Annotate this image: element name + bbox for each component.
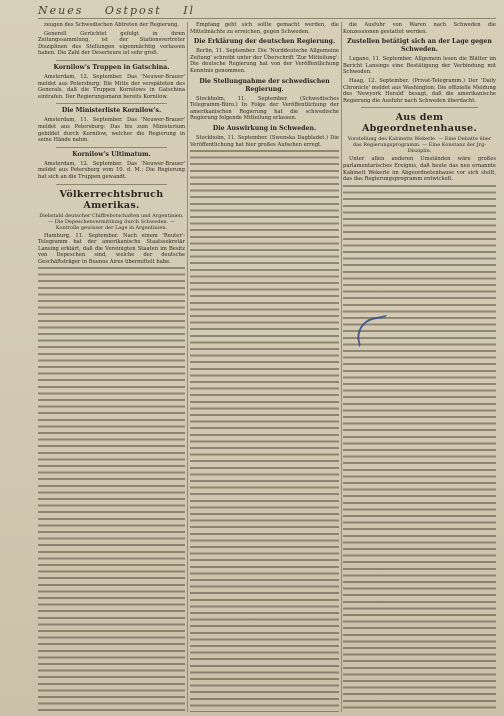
column-2 (190, 22, 339, 712)
article-paragraph: die Ausfuhr von Waren nach Schweden die Konzessionen gestattet werden. (343, 22, 496, 35)
column-rule (187, 22, 188, 712)
article-paragraph: Stockholm, 11. September. (Schwedisches Telegramm-Büro.) In Folge der Veröffentlichung der amerikanischen Regierung hat die schwedische Regierung folgende Mitteilung erlassen. (190, 95, 339, 122)
article-headline: Aus dem Abgeordnetenhause. (361, 112, 478, 135)
divider (56, 60, 167, 61)
article-headline: Die Auswirkung in Schweden. (212, 124, 317, 132)
column-1 (38, 22, 185, 712)
article-headline: Kornilow's Truppen in Gatschina. (53, 63, 170, 71)
article-headline: Kornilow's Ultimatum. (72, 150, 151, 158)
article-paragraph: Amsterdam, 12. September. Das 'Neuwer-Brauer' meldet aus Petersburg: Die Mitte der verspäteten des Generals, daß die Truppen Kornilows in Gatschina eintrafen. Der Regierungsmann bereits Kornilow. (38, 73, 185, 100)
article-headline: Die Erklärung der deutschen Regierung. (193, 38, 336, 46)
column-3 (343, 22, 496, 712)
article-headline: Die Ministerliste Kornilow's. (61, 107, 162, 115)
body-text-lines (190, 150, 339, 712)
article-paragraph: Generell Gerüchtet gefolgt in ihren Zeitungssammlung, ist der Stationsvertreter Disziplinen des Stellungen eigenmächtig verlassen haben. Die Zahl der Deserteure ist sehr groß. (38, 30, 185, 57)
article-paragraph: Haag, 12. September. (Privat-Telegramm.) Der 'Daily Chronicle' meldet aus Washington: Die offizielle Meldung des 'Newyork Herald' besagt, daß die amerikanische Regierung die Ausfuhr nach Schweden überdacht. (343, 77, 496, 104)
article-paragraph: Hamburg, 11. September. Nach einem 'Reuter'-Telegramm hat der amerikanische Staatssekretär Lansing erklärt, daß die Vereinigten Staaten im Besitz von Depeschen sind, welche der deutsche Geschäftsträger in Buenos Aires übermittelt habe. (38, 232, 185, 265)
article-subhead: Vorstellung des Kabinetts Wekerle. — Eine Debatte über das Regierungsprogramm. — Eine Konstanz der Jrg-Disziplin. (347, 136, 492, 155)
article-headline: Zustellen betätigt sich an der Lage gegen Schweden. (347, 38, 492, 54)
article-paragraph: Unter allen anderen Umständen wäre großes parlamentarisches Ereignis, daß heute das neu ernannte Kabinett Wekerle im Abgeordnetenhause vor sich stellt, das das Regierungsprogramm entwickelt. (343, 156, 496, 183)
article-headline: Die Stellungnahme der schwedischen Regierung. (199, 77, 330, 93)
article-paragraph: Empfang geht sich sollte gemacht werden, die Mittelmächte zu erreichen, gegen Schweden. (190, 22, 339, 35)
article-paragraph: Berlin, 11. September. Die 'Norddeutsche Allgemeine Zeitung' schreibt unter der Überschrift 'Zur Mitteilung': Die deutsche Regierung hat von der Veröffentlichung Kenntnis genommen. (190, 48, 339, 74)
body-text-lines (343, 185, 496, 712)
divider (56, 184, 167, 185)
article-paragraph: zeugen des Schwedischen Abtreten der Regierung. (44, 22, 180, 28)
divider (56, 103, 167, 104)
column-rule (341, 22, 342, 712)
article-subhead: Diebstahl deutscher Chiffrebotschaften und Argentinien. — Die Depeschenvermittlung durch Schweden. — Kontrolle gewisser der Lage in Argentinien. (39, 212, 184, 231)
article-paragraph: Lugano, 11. September. Allgemein lesen die Blätter im Bericht Lansings eine Bestätigung der Verbindung mit Schweden. (343, 56, 496, 76)
masthead-title-3: Il (183, 4, 196, 17)
masthead-title: Neues (38, 4, 84, 17)
divider (361, 107, 478, 108)
article-paragraph: Stockholm, 11. September. (Swenska Dagbladet.) Die Veröffentlichung hat hier großes Aufsehen erregt. (190, 134, 339, 148)
divider (56, 147, 167, 148)
masthead-title-2: Ostpost (104, 4, 162, 17)
article-paragraph: Amsterdam, 12. September. Das 'Neuwer-Brauer' meldet aus Petersburg vom 10. d. M.: Die Regierung hat sich an die Truppen gewandt. (38, 160, 185, 180)
masthead (38, 4, 496, 19)
article-paragraph: Amsterdam, 11. September. Das 'Neuwer-Brauer' meldet aus Petersburg: Das bis zum Ministerium gebildet durch Kornilow, welcher die Regierung in seine Hände nahm. (38, 117, 185, 144)
body-text-lines (38, 267, 185, 712)
article-headline: Völkerrechtsbruch Amerikas. (59, 188, 164, 211)
